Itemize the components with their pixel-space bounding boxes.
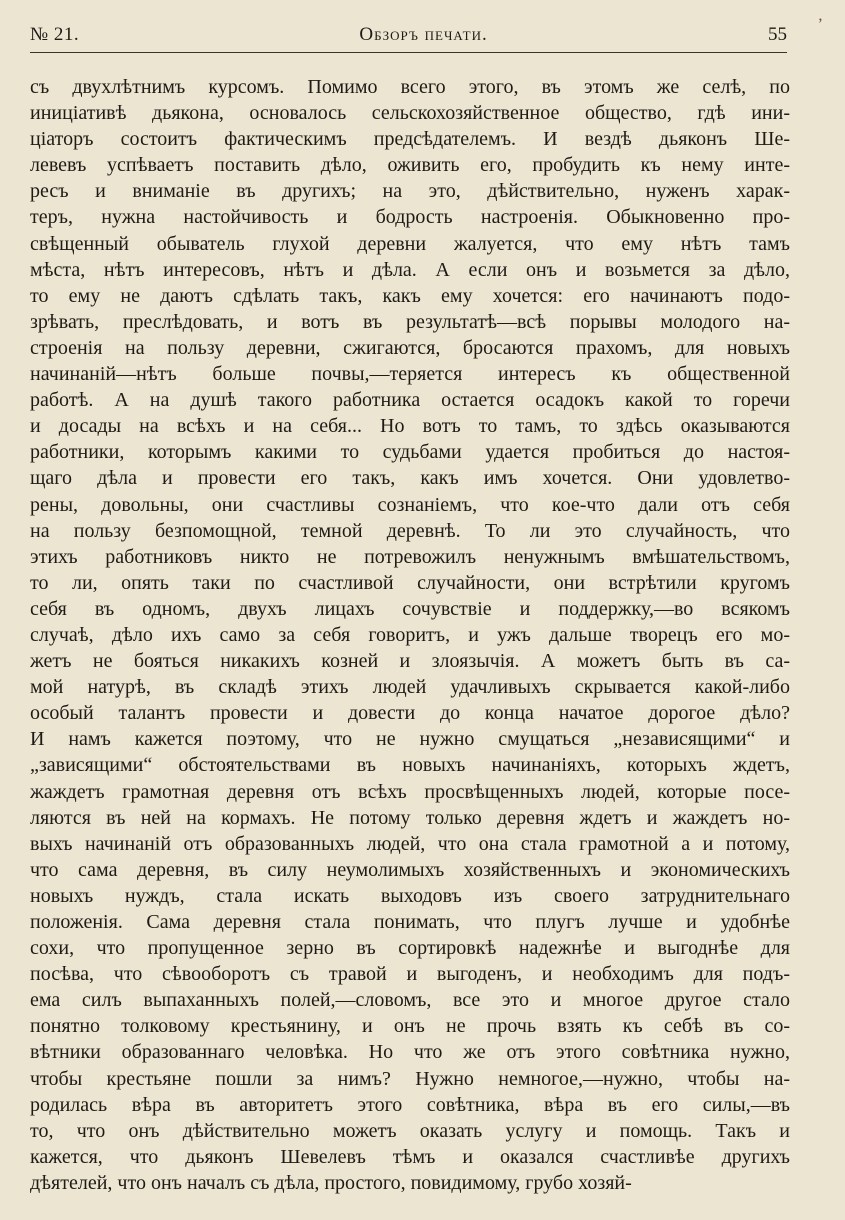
text-line: ляются въ ней на кормахъ. Не потому только деревня ждетъ и жаждетъ но- [30, 806, 790, 829]
text-line: теръ, нужна настойчивость и бодрость настроенія. Обыкновенно про- [30, 206, 790, 229]
text-line: вѣтники образованнаго человѣка. Но что же отъ этого совѣтника нужно, [30, 1041, 790, 1064]
text-line: дѣятелей, что онъ началъ съ дѣла, простого, повидимому, грубо хозяй- [30, 1171, 632, 1194]
issue-number: № 21. [30, 24, 80, 45]
text-line: работники, которымъ какими то судьбами удается пробиться до настоя- [30, 441, 790, 464]
text-line: рены, довольны, они счастливы сознаніемъ, что кое-что дали отъ себя [30, 493, 790, 516]
text-line: родилась вѣра въ авторитетъ этого совѣтника, вѣра въ его силы,—въ [30, 1093, 790, 1116]
text-line: то, что онъ дѣйствительно можетъ оказать услугу и помощь. Такъ и [30, 1119, 790, 1142]
text-line: посѣва, что сѣвооборотъ съ травой и выгоденъ, и необходимъ для подъ- [30, 963, 790, 986]
text-line: ціаторъ состоитъ фактическимъ предсѣдателемъ. И вездѣ дьяконъ Ше- [30, 128, 790, 151]
text-line: что сама деревня, въ силу неумолимыхъ хозяйственныхъ и экономическихъ [30, 858, 790, 881]
text-line: зрѣвать, преслѣдовать, и вотъ въ результатѣ—всѣ порывы молодого на- [30, 310, 790, 333]
text-line: сохи, что пропущенное зерно въ сортировкѣ надежнѣе и выгоднѣе для [30, 937, 790, 960]
text-line: работѣ. А на душѣ такого работника остается осадокъ какой то горечи [30, 389, 790, 412]
text-line: съ двухлѣтнимъ курсомъ. Помимо всего этого, въ этомъ же селѣ, по [30, 76, 790, 98]
text-line: жетъ не бояться никакихъ козней и злоязычія. А можетъ быть въ са- [30, 650, 790, 673]
text-line: левевъ успѣваетъ поставить дѣло, оживить его, пробудить къ нему инте- [30, 154, 790, 177]
running-header [30, 14, 787, 53]
text-line: жаждетъ грамотная деревня отъ всѣхъ просвѣщенныхъ людей, которые посе- [30, 780, 790, 803]
text-line: новыхъ нуждъ, стала искать выходовъ изъ своего затруднительнаго [30, 884, 790, 907]
text-line: выхъ начинаній отъ образованныхъ людей, что она стала грамотной а и потому, [30, 832, 790, 855]
page-number: 55 [768, 24, 787, 45]
text-line: мѣста, нѣтъ интересовъ, нѣтъ и дѣла. А если онъ и возьмется за дѣло, [30, 258, 790, 281]
text-line: строенія на пользу деревни, сжигаются, бросаются прахомъ, для новыхъ [30, 336, 790, 359]
text-line: начинаній—нѣтъ больше почвы,—теряется интересъ къ общественной [30, 363, 790, 386]
text-line: себя въ одномъ, двухъ лицахъ сочувствіе и поддержку,—во всякомъ [30, 597, 790, 620]
text-line: случаѣ, дѣло ихъ само за себя говоритъ, и ужъ дальше творецъ его мо- [30, 623, 790, 646]
text-line: чтобы крестьяне пошли за нимъ? Нужно немногое,—нужно, чтобы на- [30, 1067, 790, 1090]
text-line: особый талантъ провести и довести до конца начатое дорогое дѣло? [30, 702, 790, 725]
text-line: ема силъ выпаханныхъ полей,—словомъ, все это и многое другое стало [30, 989, 790, 1012]
section-title: Обзоръ печати. [359, 24, 488, 45]
text-line: этихъ работниковъ никто не потревожилъ ненужнымъ вмѣшательствомъ, [30, 545, 790, 568]
margin-mark: ʼ [817, 16, 823, 33]
text-line: щаго дѣла и провести его такъ, какъ имъ хочется. Они удовлетво- [30, 467, 790, 490]
text-line: то ему не даютъ сдѣлать такъ, какъ ему хочется: его начинаютъ подо- [30, 284, 790, 307]
text-line: то ли, опять таки по счастливой случайности, они встрѣтили кругомъ [30, 571, 790, 594]
body-text [30, 74, 790, 1196]
text-line: на пользу безпомощной, темной деревнѣ. То ли это случайность, что [30, 519, 790, 542]
text-line: понятно толковому крестьянину, и онъ не прочь взять къ себѣ въ со- [30, 1015, 790, 1038]
text-line: свѣщенный обыватель глухой деревни жалуется, что ему нѣтъ тамъ [30, 232, 790, 255]
text-line: „зависящими“ обстоятельствами въ новыхъ начинаніяхъ, которыхъ ждетъ, [30, 754, 790, 777]
text-line: и досады на всѣхъ и на себя... Но вотъ то тамъ, то здѣсь оказываются [30, 415, 790, 438]
text-line: ресъ и вниманіе въ другихъ; на это, дѣйствительно, нуженъ харак- [30, 180, 790, 203]
text-line: иниціативѣ дьякона, основалось сельскохозяйственное общество, гдѣ ини- [30, 102, 790, 125]
text-line: И намъ кажется поэтому, что не нужно смущаться „независящими“ и [30, 728, 790, 751]
text-line: мой натурѣ, въ складѣ этихъ людей удачливыхъ скрывается какой-либо [30, 676, 790, 699]
text-line: кажется, что дьяконъ Шевелевъ тѣмъ и оказался счастливѣе другихъ [30, 1145, 790, 1168]
text-line: положенія. Сама деревня стала понимать, что плугъ лучше и удобнѣе [30, 911, 790, 933]
